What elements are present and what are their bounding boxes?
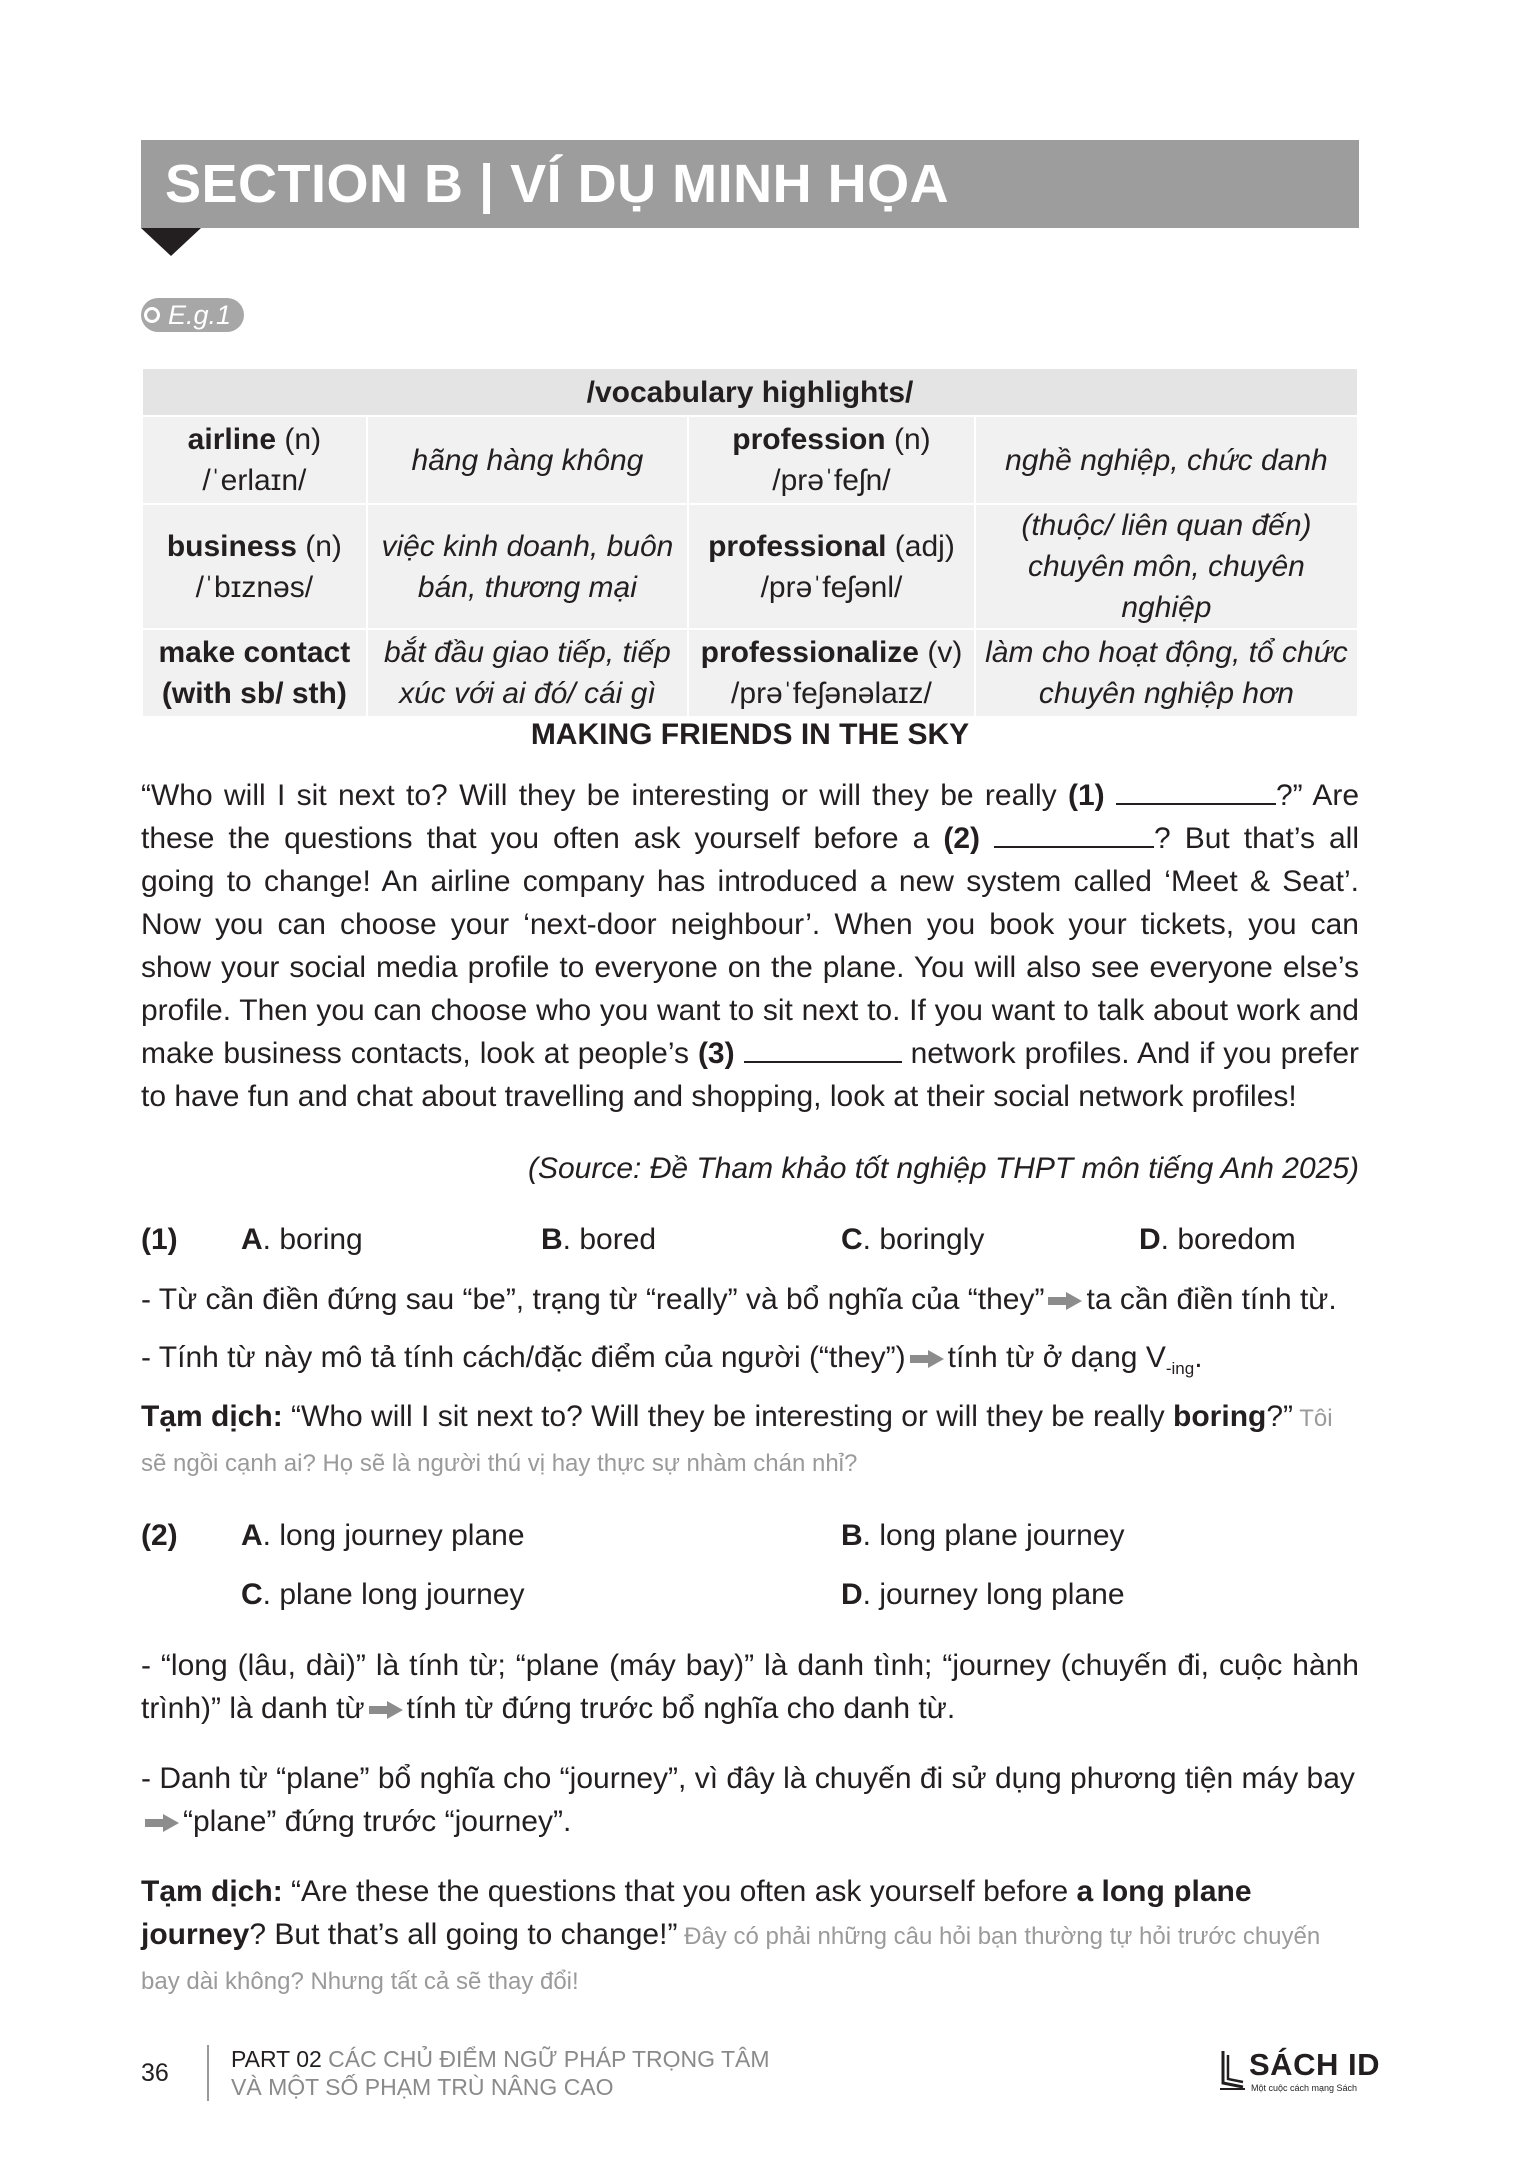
ipa: /ˈerlaɪn/: [202, 464, 307, 497]
meaning-line: (thuộc/ liên quan đến): [1021, 509, 1312, 542]
vocab-word: business: [166, 529, 297, 563]
vocabulary-table: [141, 367, 1359, 718]
word-class: (n): [305, 529, 342, 563]
header-triangle-decoration: [141, 228, 201, 256]
question-number: (2): [141, 1519, 178, 1552]
explanation-line: [141, 1336, 1359, 1390]
logo-tagline: Một cuộc cách mạng Sách: [1251, 2083, 1358, 2093]
vocab-meaning: [975, 629, 1358, 717]
explanation-text: ta cần điền tính từ.: [1086, 1283, 1337, 1316]
explanation-text: tính từ đứng trước bổ nghĩa cho danh từ.: [406, 1692, 956, 1725]
vocab-word: airline: [187, 423, 277, 456]
vocab-meaning: nghề nghiệp, chức danh: [975, 416, 1358, 504]
footer-divider: [207, 2045, 209, 2101]
vocab-word-cell: [142, 629, 367, 717]
vocabulary-table-title: /vocabulary highlights/: [142, 368, 1358, 416]
meaning-line: bắt đầu giao tiếp, tiếp: [383, 636, 671, 669]
bullet-icon: [144, 307, 160, 323]
answer-highlight: a long plane journey: [141, 1875, 1252, 1951]
publisher-logo: [1219, 2047, 1380, 2101]
translation: [141, 1870, 1359, 2003]
explanation-line: [141, 1278, 1359, 1321]
translation-text: “Are these the questions that you often ask yourself before: [282, 1875, 1077, 1908]
logo-text: SÁCH ID: [1249, 2047, 1380, 2082]
passage-segment: “Who will I sit next to? Will they be interesting or will they be really: [141, 779, 1068, 812]
table-row: [142, 416, 1358, 504]
translation: [141, 1395, 1359, 1485]
translation-text: “Who will I sit next to? Will they be interesting or will they be really: [282, 1400, 1174, 1433]
blank-number: (2): [943, 822, 980, 855]
chapter-line: VÀ MỘT SỐ PHẠM TRÙ NÂNG CAO: [231, 2074, 614, 2100]
answer-blank: [994, 820, 1154, 848]
blank-number: (1): [1067, 779, 1105, 812]
translation-label: Tạm dịch:: [141, 1400, 283, 1433]
meaning-line: bán, thương mại: [417, 570, 637, 604]
meaning-line: xúc với ai đó/ cái gì: [399, 677, 656, 710]
question-number: (1): [141, 1223, 178, 1256]
ipa: /prəˈfeʃənəlaɪz/: [731, 677, 932, 710]
vocab-meaning: hãng hàng không: [367, 416, 688, 504]
source-citation: (Source: Đề Tham khảo tốt nghiệp THPT môn tiếng Anh 2025): [528, 1152, 1359, 1185]
answer-highlight: boring: [1173, 1400, 1267, 1433]
translation-text: ?”: [1266, 1400, 1294, 1433]
vocab-word-cell: [688, 504, 975, 629]
vocab-word: make contact: [158, 636, 351, 669]
answer-blank: [744, 1035, 902, 1063]
option-c[interactable]: C. plane long journey: [241, 1578, 525, 1611]
explanation-text: - Danh từ “plane” bổ nghĩa cho “journey”, vì đây là chuyến đi sử dụng phương tiện máy bay: [141, 1762, 1355, 1795]
vocab-word-cell: [688, 629, 975, 717]
page-footer: [141, 2045, 1380, 2101]
option-d[interactable]: D. boredom: [1139, 1223, 1296, 1256]
word-class: (adj): [894, 529, 955, 563]
vietnamese-translation: Tôi sẽ ngồi cạnh ai? Họ sẽ là người thú vị hay thực sự nhàm chán nhỉ?: [141, 1405, 1333, 1477]
part-label: PART 02: [231, 2046, 322, 2072]
option-b[interactable]: B. bored: [541, 1223, 657, 1256]
translation-text: ? But that’s all going to change!”: [249, 1918, 678, 1951]
vocab-word: profession: [732, 423, 886, 456]
book-icon: [1219, 2049, 1247, 2091]
chapter-line: CÁC CHỦ ĐIỂM NGỮ PHÁP TRỌNG TÂM: [321, 2046, 770, 2072]
explanation-text: “plane” đứng trước “journey”.: [183, 1805, 572, 1838]
passage-segment: ?” Are these the questions that you often ask yourself before a: [141, 779, 1360, 855]
subscript: -ing: [1165, 1359, 1195, 1378]
vocab-word: professional: [708, 529, 887, 563]
vocab-word-cell: [142, 504, 367, 629]
meaning-line: việc kinh doanh, buôn: [381, 529, 674, 563]
explanation-line: [141, 1757, 1359, 1843]
explanation-line: [141, 1644, 1359, 1730]
explanation-text: - “long (lâu, dài)” là tính từ; “plane (máy bay)” là danh tình; “journey (chuyến đi, cuộc hành trình)” là danh từ: [141, 1649, 1359, 1725]
ipa: /ˈbɪznəs/: [195, 570, 314, 604]
punctuation: .: [1194, 1341, 1203, 1374]
vietnamese-translation: Đây có phải những câu hỏi bạn thường tự hỏi trước chuyến bay dài không? Nhưng tất cả sẽ thay đổi!: [141, 1923, 1321, 1995]
passage-text: [141, 774, 1359, 1118]
option-d[interactable]: D. journey long plane: [841, 1578, 1125, 1611]
blank-number: (3): [697, 1037, 735, 1070]
word-class: (n): [893, 423, 931, 456]
vocab-word-cell: [688, 416, 975, 504]
arrow-right-icon: [1048, 1292, 1082, 1310]
option-a[interactable]: A. long journey plane: [241, 1519, 525, 1552]
page-number: 36: [141, 2059, 169, 2087]
ipa: /prəˈfeʃənl/: [760, 570, 903, 604]
option-b[interactable]: B. long plane journey: [841, 1519, 1125, 1552]
meaning-line: làm cho hoạt động, tổ chức: [985, 636, 1348, 669]
section-title: SECTION B | VÍ DỤ MINH HỌA: [165, 154, 950, 214]
passage-segment: ? But that’s all going to change! An airline company has introduced a new system called ‘Meet & Seat’. Now you can choose your ‘next-door neighbour’. When you book your tickets, you can show your social media profile to everyone on the plane. You will also see everyone else’s profile. Then you can choose who you want to sit next to. If you want to talk about work and make business contacts, look at people’s: [141, 822, 1359, 1070]
ipa: /prəˈfeʃn/: [772, 464, 891, 497]
option-a[interactable]: A. boring: [241, 1223, 363, 1256]
arrow-right-icon: [369, 1701, 403, 1719]
vocab-meaning: [367, 504, 688, 629]
vocab-word: professionalize: [700, 636, 919, 669]
word-class: (n): [284, 423, 322, 456]
passage-title: MAKING FRIENDS IN THE SKY: [530, 718, 970, 751]
table-row: [142, 504, 1358, 629]
arrow-right-icon: [145, 1814, 179, 1832]
example-label-pill: [141, 298, 244, 332]
table-row: [142, 629, 1358, 717]
option-c[interactable]: C. boringly: [841, 1223, 985, 1256]
vocab-word: (with sb/ sth): [161, 677, 347, 710]
explanation-text: - Tính từ này mô tả tính cách/đặc điểm của người (“they”): [141, 1341, 906, 1374]
explanation-text: - Từ cần điền đứng sau “be”, trạng từ “really” và bổ nghĩa của “they”: [141, 1283, 1045, 1316]
passage-segment: network profiles. And if you prefer to have fun and chat about travelling and shopping, look at their social network profiles!: [141, 1037, 1359, 1113]
meaning-line: chuyên nghiệp hơn: [1038, 677, 1294, 710]
vocab-word-cell: [142, 416, 367, 504]
explanation-text: tính từ ở dạng V: [947, 1341, 1166, 1374]
section-header: [141, 140, 1359, 228]
word-class: (v): [927, 636, 963, 669]
arrow-right-icon: [910, 1350, 944, 1368]
vocab-meaning: [975, 504, 1358, 629]
vocab-meaning: [367, 629, 688, 717]
example-label: E.g.1: [168, 300, 232, 330]
footer-chapter: [231, 2045, 770, 2101]
translation-label: Tạm dịch:: [141, 1875, 283, 1908]
answer-blank: [1116, 777, 1276, 805]
meaning-line: chuyên môn, chuyên nghiệp: [1028, 550, 1305, 624]
